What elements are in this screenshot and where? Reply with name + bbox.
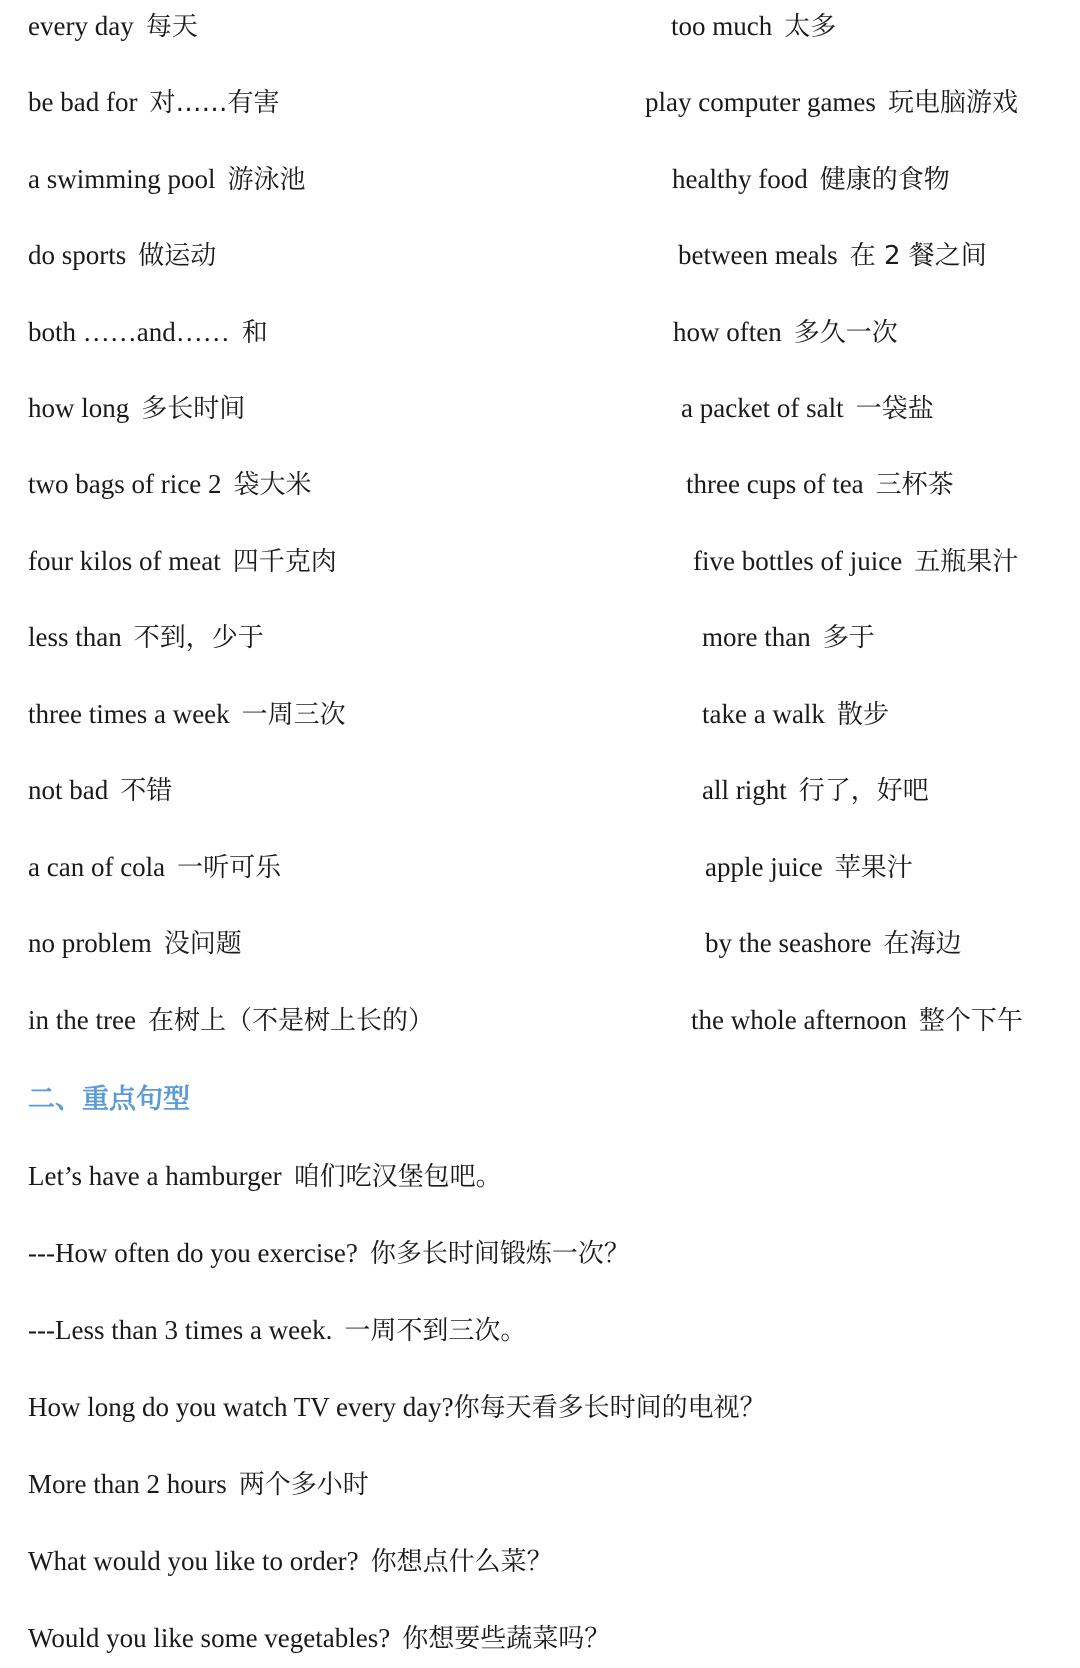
vocab-row xyxy=(0,770,1080,810)
vocab-chinese: 在海边 xyxy=(883,929,962,959)
vocab-chinese: 四千克肉 xyxy=(232,547,337,577)
vocab-item-right xyxy=(686,464,954,505)
sentence-chinese: 你想要些蔬菜吗？ xyxy=(402,1624,611,1654)
vocab-item-left xyxy=(28,159,306,200)
vocab-item-left xyxy=(28,541,337,582)
vocab-item-right xyxy=(672,159,950,200)
vocab-english: between meals xyxy=(678,240,838,270)
vocab-english: a packet of salt xyxy=(681,393,844,423)
vocab-item-left xyxy=(28,770,172,811)
vocab-row xyxy=(0,541,1080,581)
vocab-row xyxy=(0,159,1080,199)
vocab-english: be bad for xyxy=(28,87,138,117)
vocab-english: no problem xyxy=(28,928,152,958)
sentence-chinese: 两个多小时 xyxy=(238,1470,369,1500)
sentence-english: ---Less than 3 times a week. xyxy=(28,1315,333,1345)
vocab-english: healthy food xyxy=(672,164,808,194)
vocab-row xyxy=(0,847,1080,887)
sentence-item xyxy=(28,1464,369,1504)
vocab-chinese: 袋大米 xyxy=(233,470,312,500)
vocab-item-left xyxy=(28,464,311,505)
vocab-item-right xyxy=(671,6,836,47)
sentence-english: What would you like to order? xyxy=(28,1546,359,1576)
vocab-chinese: 苹果汁 xyxy=(834,853,913,883)
vocab-english: by the seashore xyxy=(705,928,872,958)
vocab-chinese: 多长时间 xyxy=(141,394,246,424)
vocab-chinese: 五瓶果汁 xyxy=(914,547,1019,577)
sentence-chinese: 你想点什么菜？ xyxy=(370,1547,553,1577)
vocab-row xyxy=(0,694,1080,734)
sentence-english: More than 2 hours xyxy=(28,1469,227,1499)
vocab-chinese: 没问题 xyxy=(163,929,242,959)
vocab-chinese: 一周三次 xyxy=(241,700,346,730)
vocab-item-left xyxy=(28,312,268,353)
vocab-chinese: 多于 xyxy=(822,623,875,653)
vocab-english: in the tree xyxy=(28,1005,136,1035)
vocab-chinese: 太多 xyxy=(784,12,837,42)
vocab-item-right xyxy=(705,923,961,964)
vocab-item-right xyxy=(702,694,889,735)
vocab-chinese: 一袋盐 xyxy=(855,394,934,424)
vocab-item-left xyxy=(28,694,346,735)
vocab-item-right xyxy=(691,1000,1023,1041)
vocab-chinese: 每天 xyxy=(145,12,198,42)
vocab-row xyxy=(0,6,1080,46)
vocab-item-left xyxy=(28,923,242,964)
vocab-english: more than xyxy=(702,622,811,652)
vocab-chinese: 做运动 xyxy=(138,241,217,271)
sentence-english: ---How often do you exercise? xyxy=(28,1238,358,1268)
vocab-english: four kilos of meat xyxy=(28,546,221,576)
sentence-english: Let’s have a hamburger xyxy=(28,1161,282,1191)
vocab-row xyxy=(0,388,1080,428)
section-heading: 二、重点句型 xyxy=(28,1084,190,1115)
vocab-item-left xyxy=(28,1000,434,1041)
vocab-chinese: 对……有害 xyxy=(149,88,280,118)
vocab-chinese: 游泳池 xyxy=(227,165,306,195)
sentence-item xyxy=(28,1541,553,1581)
vocab-english: two bags of rice 2 xyxy=(28,469,222,499)
sentence-item xyxy=(28,1310,526,1350)
vocab-row xyxy=(0,1000,1080,1040)
vocab-english: do sports xyxy=(28,240,127,270)
vocab-item-right xyxy=(645,82,1018,123)
vocab-chinese: 一听可乐 xyxy=(177,853,282,883)
vocab-english: not bad xyxy=(28,775,109,805)
vocab-item-right xyxy=(681,388,934,429)
sentence-english: Would you like some vegetables? xyxy=(28,1623,391,1653)
vocab-item-left xyxy=(28,235,216,276)
vocab-english: take a walk xyxy=(702,699,825,729)
vocab-row xyxy=(0,235,1080,275)
sentence-chinese: 你每天看多长时间的电视？ xyxy=(453,1393,766,1423)
vocab-english: a swimming pool xyxy=(28,164,216,194)
vocab-row xyxy=(0,312,1080,352)
vocab-item-left xyxy=(28,388,245,429)
vocab-english: a can of cola xyxy=(28,852,166,882)
sentence-item xyxy=(28,1618,610,1658)
vocab-row xyxy=(0,82,1080,122)
vocab-chinese: 多久一次 xyxy=(793,318,898,348)
vocab-row xyxy=(0,923,1080,963)
vocab-item-left xyxy=(28,847,281,888)
sentence-item xyxy=(28,1156,502,1196)
vocab-english: play computer games xyxy=(645,87,876,117)
vocab-english: five bottles of juice xyxy=(693,546,903,576)
vocab-english: how long xyxy=(28,393,130,423)
vocab-chinese: 不错 xyxy=(120,776,173,806)
sentence-item xyxy=(28,1387,766,1427)
sentence-item xyxy=(28,1233,630,1273)
vocab-row xyxy=(0,464,1080,504)
vocab-english: three cups of tea xyxy=(686,469,864,499)
vocab-chinese: 玩电脑游戏 xyxy=(887,88,1018,118)
vocab-item-right xyxy=(693,541,1018,582)
sentence-chinese: 一周不到三次。 xyxy=(344,1316,527,1346)
vocab-chinese: 健康的食物 xyxy=(819,165,950,195)
vocab-item-left xyxy=(28,617,264,658)
vocab-english: the whole afternoon xyxy=(691,1005,907,1035)
vocab-item-left xyxy=(28,82,279,123)
sentence-chinese: 你多长时间锻炼一次？ xyxy=(369,1239,630,1269)
vocab-english: all right xyxy=(702,775,787,805)
vocab-english: less than xyxy=(28,622,122,652)
sentence-english: How long do you watch TV every day? xyxy=(28,1392,454,1422)
vocab-english: both ……and…… xyxy=(28,317,230,347)
vocab-chinese: 在 2 餐之间 xyxy=(849,241,987,271)
vocab-english: three times a week xyxy=(28,699,230,729)
vocab-chinese: 和 xyxy=(241,318,268,348)
vocab-chinese: 在树上（不是树上长的） xyxy=(147,1006,434,1036)
vocab-chinese: 不到，少于 xyxy=(133,623,264,653)
vocab-chinese: 行了，好吧 xyxy=(798,776,929,806)
vocab-english: every day xyxy=(28,11,134,41)
vocab-english: how often xyxy=(673,317,782,347)
vocab-item-right xyxy=(678,235,987,276)
vocab-item-right xyxy=(673,312,898,353)
sentence-chinese: 咱们吃汉堡包吧。 xyxy=(293,1162,502,1192)
vocab-item-right xyxy=(702,770,929,811)
vocab-item-left xyxy=(28,6,198,47)
vocab-item-right xyxy=(705,847,913,888)
vocab-item-right xyxy=(702,617,875,658)
vocab-chinese: 整个下午 xyxy=(918,1006,1023,1036)
vocab-row xyxy=(0,617,1080,657)
vocab-english: too much xyxy=(671,11,773,41)
vocab-chinese: 散步 xyxy=(836,700,889,730)
vocab-english: apple juice xyxy=(705,852,823,882)
vocab-chinese: 三杯茶 xyxy=(875,470,954,500)
